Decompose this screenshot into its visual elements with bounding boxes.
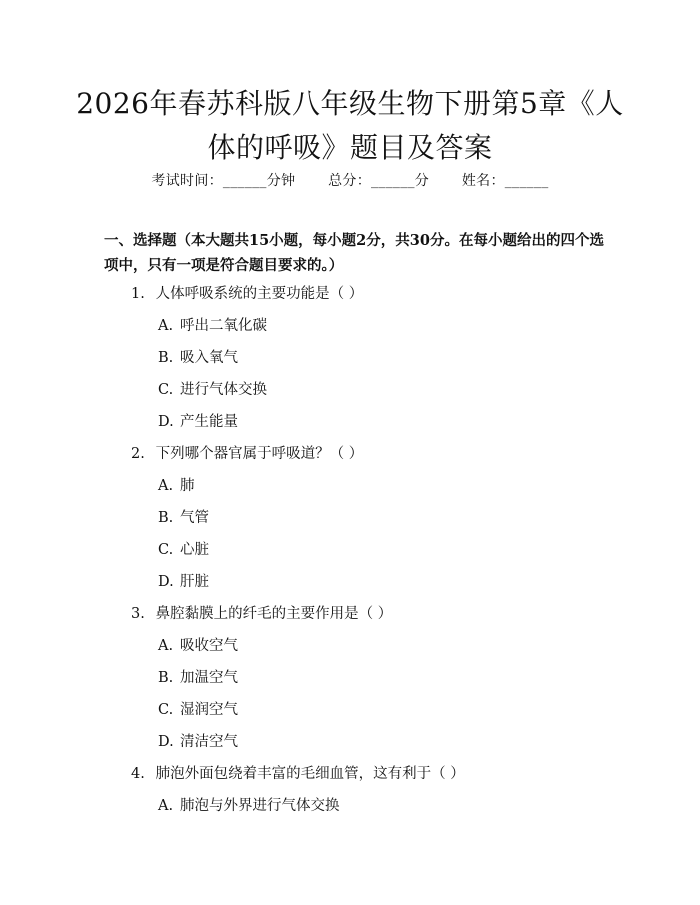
- option-label: D.: [158, 734, 174, 750]
- exam-time-field: 考试时间：______分钟: [151, 173, 296, 189]
- question-1: [131, 282, 363, 303]
- q1-option-c: [158, 378, 267, 399]
- q3-option-b: [158, 666, 238, 687]
- option-text: 心脏: [180, 542, 209, 558]
- title-line-2: 体的呼吸》题目及答案: [207, 131, 493, 164]
- q1-option-d: [158, 410, 238, 431]
- q3-option-a: [158, 634, 238, 655]
- title-line-1: 2026年春苏科版八年级生物下册第5章《人: [76, 87, 624, 120]
- q2-option-a: [158, 474, 195, 495]
- option-text: 呼出二氧化碳: [180, 318, 267, 334]
- option-text: 气管: [180, 510, 209, 526]
- option-label: D.: [158, 414, 174, 430]
- total-score-field: 总分：______分: [328, 173, 430, 189]
- q4-option-a: [158, 794, 340, 815]
- option-text: 加温空气: [180, 670, 238, 686]
- q1-option-a: [158, 314, 267, 335]
- option-label: A.: [158, 798, 174, 814]
- student-name-field: 姓名：______: [461, 173, 549, 189]
- option-text: 产生能量: [180, 414, 238, 430]
- exam-meta: [0, 170, 700, 190]
- q3-option-c: [158, 698, 238, 719]
- option-label: C.: [158, 382, 174, 398]
- question-number: 1.: [131, 286, 145, 302]
- option-text: 肝脏: [180, 574, 209, 590]
- option-text: 肺: [180, 478, 195, 494]
- question-text: 人体呼吸系统的主要功能是（ ）: [155, 286, 364, 302]
- option-text: 清洁空气: [180, 734, 238, 750]
- page-title: [60, 82, 640, 170]
- question-number: 3.: [131, 606, 145, 622]
- question-number: 2.: [131, 446, 145, 462]
- q1-option-b: [158, 346, 238, 367]
- question-4: [131, 762, 465, 783]
- option-text: 吸入氧气: [180, 350, 238, 366]
- q2-option-b: [158, 506, 209, 527]
- question-text: 鼻腔黏膜上的纤毛的主要作用是（ ）: [155, 606, 393, 622]
- question-text: 下列哪个器官属于呼吸道？（ ）: [155, 446, 364, 462]
- option-text: 肺泡与外界进行气体交换: [180, 798, 340, 814]
- option-text: 湿润空气: [180, 702, 238, 718]
- option-label: A.: [158, 478, 174, 494]
- option-label: A.: [158, 638, 174, 654]
- option-label: D.: [158, 574, 174, 590]
- option-label: A.: [158, 318, 174, 334]
- option-label: B.: [158, 350, 174, 366]
- option-label: C.: [158, 542, 174, 558]
- q2-option-c: [158, 538, 209, 559]
- option-text: 吸收空气: [180, 638, 238, 654]
- q3-option-d: [158, 730, 238, 751]
- question-text: 肺泡外面包绕着丰富的毛细血管，这有利于（ ）: [155, 766, 465, 782]
- option-text: 进行气体交换: [180, 382, 267, 398]
- question-number: 4.: [131, 766, 145, 782]
- option-label: B.: [158, 670, 174, 686]
- question-3: [131, 602, 392, 623]
- option-label: C.: [158, 702, 174, 718]
- section-heading: 一、选择题（本大题共15小题，每小题2分，共30分。在每小题给出的四个选项中，只有一项是符合题目要求的。）: [104, 232, 604, 274]
- question-2: [131, 442, 363, 463]
- option-label: B.: [158, 510, 174, 526]
- q2-option-d: [158, 570, 209, 591]
